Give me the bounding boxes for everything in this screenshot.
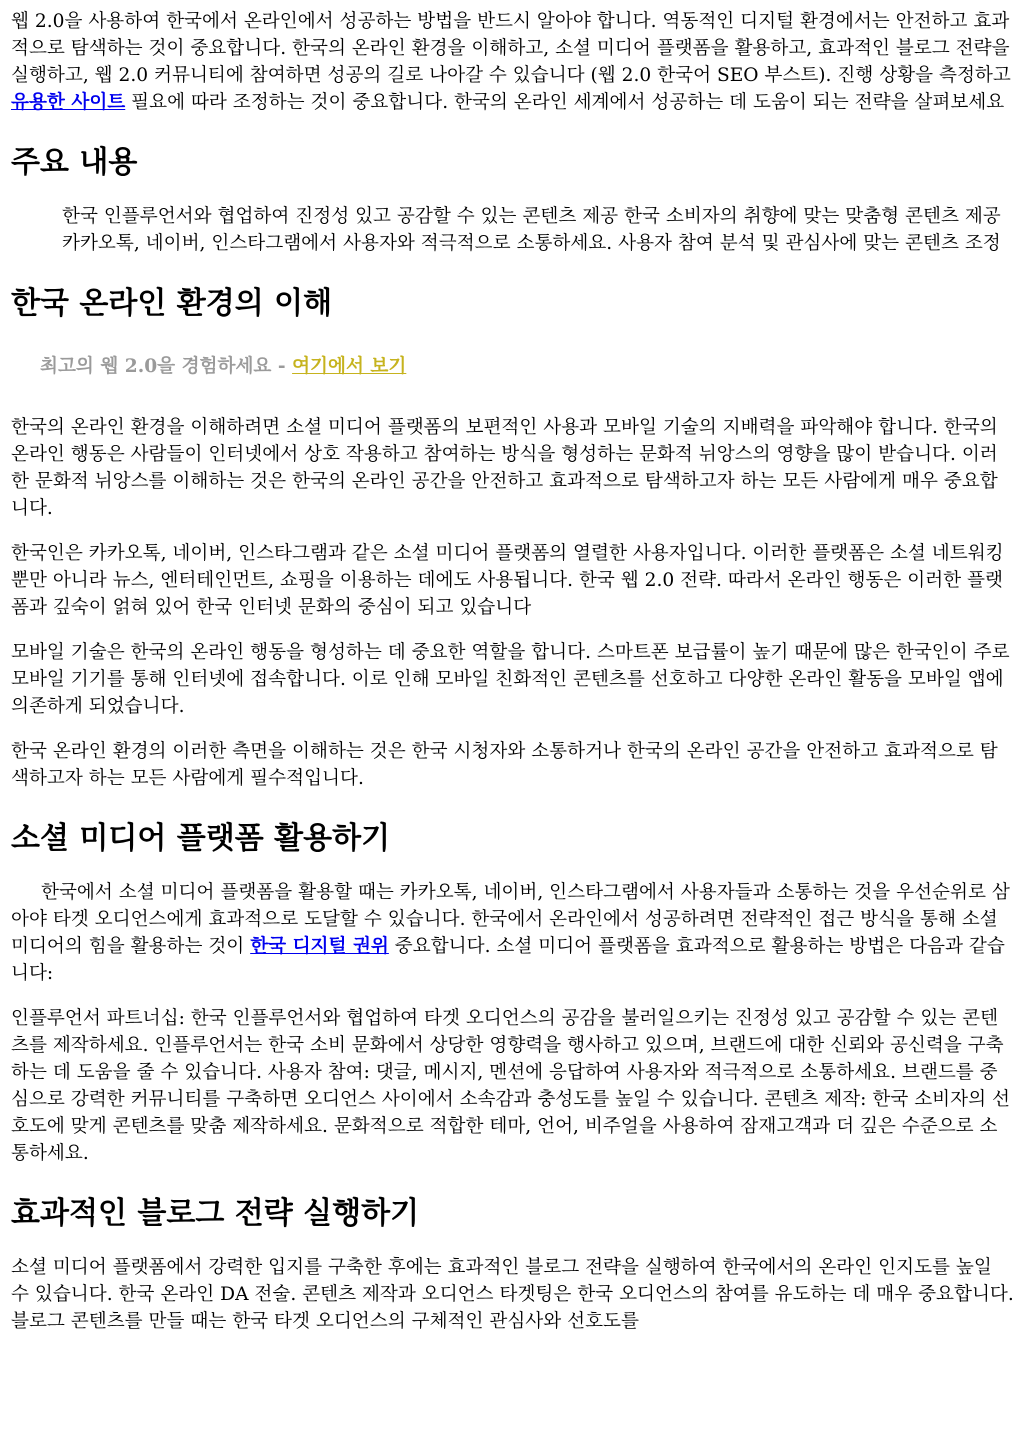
social-text-a: 한국에서 소셜 미디어 플랫폼을 활용할 때는 카카오톡, 네이버, 인스타그램에서 사용자들과 소통하는 것을 우선순위로 삼아야 타겟 오디언스에게 효과적으로 도달할 수 있습니다. 한국에서 온라인에서 성공하려면 전략적인 접근 방식을 통해 소셜 미디어의 힘을 활용하는 것이 [11, 882, 1010, 957]
understanding-paragraph-4: 한국 온라인 환경의 이러한 측면을 이해하는 것은 한국 시청자와 소통하거나 한국의 온라인 공간을 안전하고 효과적으로 탐색하고자 하는 모든 사람에게 필수적입니다. [11, 741, 998, 789]
blog-paragraph-1: 소셜 미디어 플랫폼에서 강력한 입지를 구축한 후에는 효과적인 블로그 전략을 실행하여 한국에서의 온라인 인지도를 높일 수 있습니다. 한국 온라인 DA 전술. 콘텐츠 제작과 오디언스 타겟팅은 한국 오디언스의 참여를 유도하는 데 매우 중요합니다. 블로그 콘텐츠를 만들 때는 한국 타겟 오디언스의 구체적인 관심사와 선호도를 [11, 1257, 1014, 1332]
social-paragraph-1 [11, 879, 1015, 987]
key-points-body: 한국 인플루언서와 협업하여 진정성 있고 공감할 수 있는 콘텐츠 제공 한국 소비자의 취향에 맞는 맞춤형 콘텐츠 제공 카카오톡, 네이버, 인스타그램에서 사용자와 적극적으로 소통하세요. 사용자 참여 분석 및 관심사에 맞는 콘텐츠 조정 [62, 206, 1001, 254]
key-points-heading: 주요 내용 [11, 145, 138, 180]
korea-digital-authority-link[interactable]: 한국 디지털 권위 [250, 936, 389, 957]
social-text-b: 중요합니다. 소셜 미디어 플랫폼을 효과적으로 활용하는 방법은 다음과 같습니다: [11, 936, 1005, 984]
blog-heading: 효과적인 블로그 전략 실행하기 [11, 1196, 420, 1231]
intro-text-b: 필요에 따라 조정하는 것이 중요합니다. 한국의 온라인 세계에서 성공하는 데 도움이 되는 전략을 살펴보세요 [125, 92, 1005, 113]
intro-paragraph [11, 8, 1015, 116]
promo-text: 최고의 웹 2.0을 경험하세요 - [40, 356, 293, 377]
understanding-paragraph-2: 한국인은 카카오톡, 네이버, 인스타그램과 같은 소셜 미디어 플랫폼의 열렬한 사용자입니다. 이러한 플랫폼은 소셜 네트워킹뿐만 아니라 뉴스, 엔터테인먼트, 쇼핑을 이용하는 데에도 사용됩니다. 한국 웹 2.0 전략. 따라서 온라인 행동은 이러한 플랫폼과 깊숙이 얽혀 있어 한국 인터넷 문화의 중심이 되고 있습니다 [11, 543, 1004, 618]
social-paragraph-2: 인플루언서 파트너십: 한국 인플루언서와 협업하여 타겟 오디언스의 공감을 불러일으키는 진정성 있고 공감할 수 있는 콘텐츠를 제작하세요. 인플루언서는 한국 소비 문화에서 상당한 영향력을 행사하고 있으며, 브랜드에 대한 신뢰와 공신력을 구축하는 데 도움을 줄 수 있습니다. 사용자 참여: 댓글, 메시지, 멘션에 응답하여 사용자와 적극적으로 소통하세요. 브랜드를 중심으로 강력한 커뮤니티를 구축하면 오디언스 사이에서 소속감과 충성도를 높일 수 있습니다. 콘텐츠 제작: 한국 소비자의 선호도에 맞게 콘텐츠를 맞춤 제작하세요. 문화적으로 적합한 테마, 언어, 비주얼을 사용하여 잠재고객과 더 깊은 수준으로 소통하세요. [11, 1008, 1010, 1164]
useful-site-link[interactable]: 유용한 사이트 [11, 92, 126, 113]
understanding-paragraph-1: 한국의 온라인 환경을 이해하려면 소셜 미디어 플랫폼의 보편적인 사용과 모바일 기술의 지배력을 파악해야 합니다. 한국의 온라인 행동은 사람들이 인터넷에서 상호 작용하고 참여하는 방식을 형성하는 문화적 뉘앙스의 영향을 많이 받습니다. 이러한 문화적 뉘앙스를 이해하는 것은 한국의 온라인 공간을 안전하고 효과적으로 탐색하고자 하는 모든 사람에게 매우 중요합니다. [11, 417, 998, 519]
promo-banner [40, 353, 1015, 380]
promo-link[interactable]: 여기에서 보기 [292, 356, 407, 377]
social-heading: 소셜 미디어 플랫폼 활용하기 [11, 821, 391, 856]
understanding-heading: 한국 온라인 환경의 이해 [11, 286, 333, 321]
intro-text-a: 웹 2.0을 사용하여 한국에서 온라인에서 성공하는 방법을 반드시 알아야 합니다. 역동적인 디지털 환경에서는 안전하고 효과적으로 탐색하는 것이 중요합니다. 한국의 온라인 환경을 이해하고, 소셜 미디어 플랫폼을 활용하고, 효과적인 블로그 전략을 실행하고, 웹 2.0 커뮤니티에 참여하면 성공의 길로 나아갈 수 있습니다 (웹 2.0 한국어 SEO 부스트). 진행 상황을 측정하고 [11, 11, 1011, 86]
understanding-paragraph-3: 모바일 기술은 한국의 온라인 행동을 형성하는 데 중요한 역할을 합니다. 스마트폰 보급률이 높기 때문에 많은 한국인이 주로 모바일 기기를 통해 인터넷에 접속합니다. 이로 인해 모바일 친화적인 콘텐츠를 선호하고 다양한 온라인 활동을 모바일 앱에 의존하게 되었습니다. [11, 642, 1010, 717]
